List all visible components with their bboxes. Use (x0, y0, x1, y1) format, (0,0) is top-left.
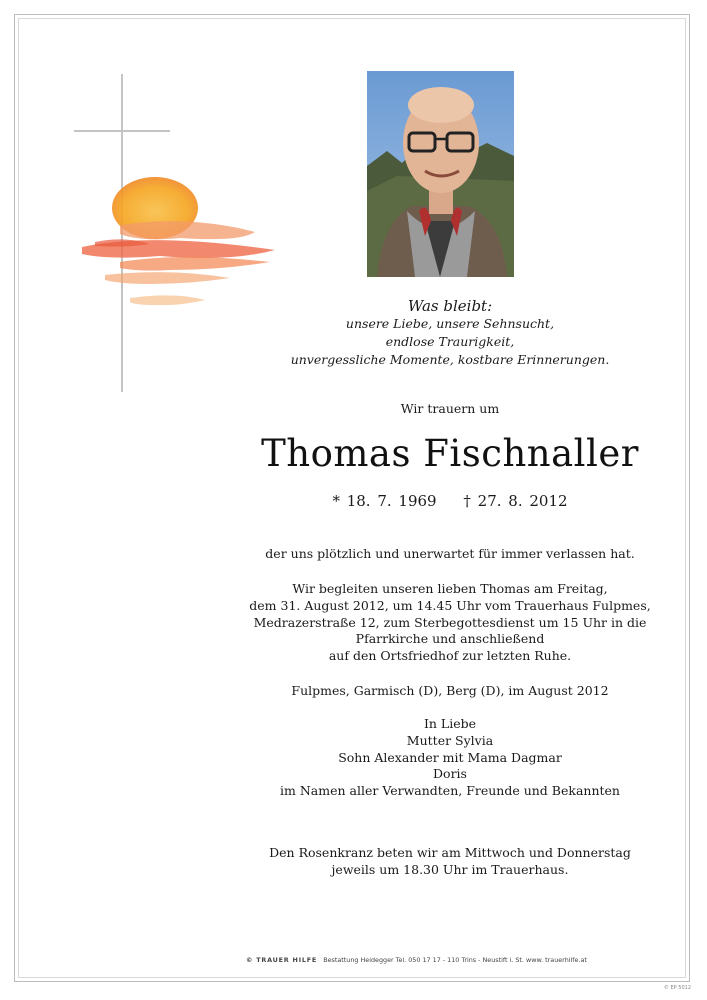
signature-line: im Namen aller Verwandten, Freunde und Bekannten (280, 783, 620, 799)
signatures (230, 716, 670, 800)
birth-date: * 18. 7. 1969 (332, 492, 437, 510)
funeral-line: dem 31. August 2012, um 14.45 Uhr vom Trauerhaus Fulpmes, (249, 597, 651, 613)
mourning-intro: Wir trauern um (400, 401, 500, 416)
funeral-line: Wir begleiten unseren lieben Thomas am Freitag, (292, 581, 608, 596)
life-dates (230, 492, 670, 510)
poem-line-3: endlose Traurigkeit, (385, 334, 515, 349)
rosary-line: Den Rosenkranz beten wir am Mittwoch und Donnerstag (269, 845, 631, 860)
poem (230, 297, 670, 369)
rosary-line: jeweils um 18.30 Uhr im Trauerhaus. (331, 861, 569, 877)
poem-line-1: Was bleibt: (407, 297, 493, 315)
funeral-line: auf den Ortsfriedhof zur letzten Ruhe. (328, 648, 572, 664)
signature-line: In Liebe (423, 716, 477, 731)
deceased-name: Thomas Fischnaller (261, 432, 639, 475)
footer (246, 956, 587, 964)
poem-line-4: unvergessliche Momente, kostbare Erinnerungen. (290, 352, 610, 367)
corner-mark: © EP 5012 (663, 985, 691, 991)
footer-details: Bestattung Heidegger Tel. 050 17 17 - 110 Trins - Neustift i. St. www. trauerhilfe.at (323, 956, 587, 964)
death-date: † 27. 8. 2012 (463, 492, 568, 510)
watercolor-sunset-image (80, 170, 280, 315)
place-date: Fulpmes, Garmisch (D), Berg (D), im August 2012 (291, 683, 609, 698)
rosary-notice (230, 845, 670, 879)
funeral-line: Pfarrkirche und anschließend (355, 631, 545, 647)
funeral-line: Medrazerstraße 12, zum Sterbegottesdienst um 15 Uhr in die (253, 614, 647, 630)
signature-line: Doris (433, 766, 467, 782)
signature-line: Sohn Alexander mit Mama Dagmar (338, 749, 562, 765)
portrait-photo (367, 71, 514, 277)
footer-brand: © TRAUER HILFE (246, 956, 318, 964)
cross-horizontal-beam (74, 130, 170, 132)
signature-line: Mutter Sylvia (406, 732, 494, 748)
poem-line-2: unsere Liebe, unsere Sehnsucht, (345, 316, 555, 331)
passing-text: der uns plötzlich und unerwartet für immer verlassen hat. (265, 546, 635, 561)
funeral-details (230, 581, 670, 665)
